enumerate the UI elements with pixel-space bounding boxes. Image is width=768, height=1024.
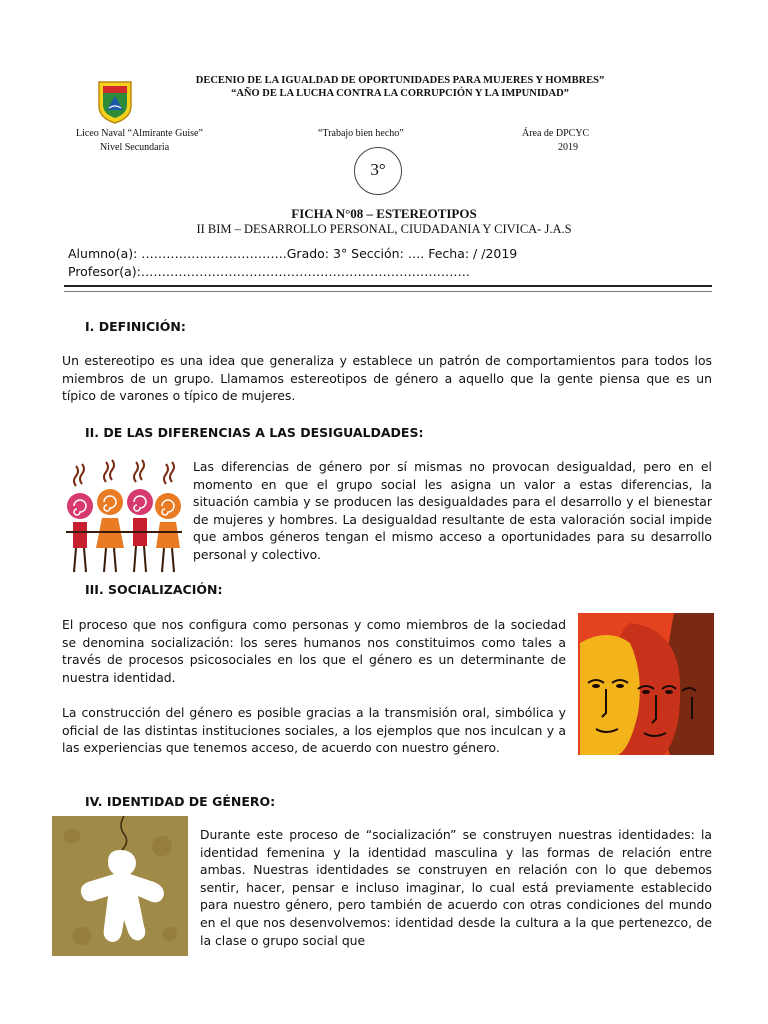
student-info-line: Alumno(a): ……………………………..Grado: 3° Sección: …. Fecha: / /2019 (68, 246, 518, 261)
teacher-info-line: Profesor(a):……………………………………………………………………. (68, 264, 470, 279)
school-motto: “Trabajo bien hecho” (318, 128, 404, 139)
grade-badge: 3° (354, 147, 402, 195)
header-divider-thin (64, 291, 712, 292)
decenio-line-2: “AÑO DE LA LUCHA CONTRA LA CORRUPCIÓN Y LA IMPUNIDAD” (231, 88, 569, 99)
section-text-socializacion-2: La construcción del género es posible gracias a la transmisión oral, simbólica y oficial de las distintas instituciones sociales, a los ejemplos que nos inculcan y a las experiencias que tenemos acceso, de acuerdo con nuestro género. (62, 705, 566, 756)
faces-illustration (578, 613, 714, 755)
section-text-identidad: Durante este proceso de “socialización” se construyen nuestras identidades: la identidad femenina y la identidad masculina y las formas de relación entre ambas. Nuestras identidades se construyen en relación con lo que debemos sentir, hacer, pensar e incluso imaginar, lo cual está previamente establecido para nuestro género, pero también de acuerdo con otras condiciones del mundo en el que nos desenvolvemos: identidad desde la cultura a la que pertenezco, de la clase o grupo social que (200, 827, 712, 948)
decenio-line-1: DECENIO DE LA IGUALDAD DE OPORTUNIDADES PARA MUJERES Y HOMBRES” (195, 75, 605, 86)
school-name: Liceo Naval “Almirante Guise” (76, 128, 203, 139)
subject-area: Área de DPCYC (522, 128, 590, 139)
section-text-definicion: Un estereotipo es una idea que generaliza y establece un patrón de comportamientos para todos los miembros de un grupo. Llamamos estereotipos de género a aquello que la gente piensa que es un típico de varones o típico de mujeres. (62, 353, 712, 404)
section-heading-socializacion: III. SOCIALIZACIÓN: (85, 582, 223, 597)
section-heading-desigualdades: II. DE LAS DIFERENCIAS A LAS DESIGUALDADES: (85, 425, 424, 440)
section-text-socializacion: El proceso que nos configura como personas y como miembros de la sociedad se denomina socialización: los seres humanos nos constituimos como tales a través de procesos psicosociales en los que el género es un determinante de nuestra identidad. (62, 617, 566, 685)
school-level: Nivel Secundaria (100, 142, 170, 153)
school-year: 2019 (558, 142, 578, 153)
gender-figures-illustration (62, 456, 186, 578)
section-text-desigualdades: Las diferencias de género por sí mismas no provocan desigualdad, pero en el momento en que el grupo social les asigna un valor a estas diferencias, la situación cambia y se producen las desigualdades para el desarrollo y el bienestar de mujeres y hombres. La desigualdad resultante de esta valoración social impide que ambos géneros tengan el mismo acceso a oportunidades para su desarrollo personal y colectivo. (193, 459, 712, 562)
section-heading-identidad: IV. IDENTIDAD DE GÉNERO: (85, 794, 276, 809)
paper-doll-illustration (52, 816, 188, 956)
ficha-title: FICHA N°08 – ESTEREOTIPOS (291, 206, 477, 221)
header-divider (64, 285, 712, 287)
section-heading-definicion: I. DEFINICIÓN: (85, 319, 186, 334)
ficha-subtitle: II BIM – DESARROLLO PERSONAL, CIUDADANIA Y CIVICA- J.A.S (196, 222, 572, 236)
decenio-header (120, 74, 680, 100)
